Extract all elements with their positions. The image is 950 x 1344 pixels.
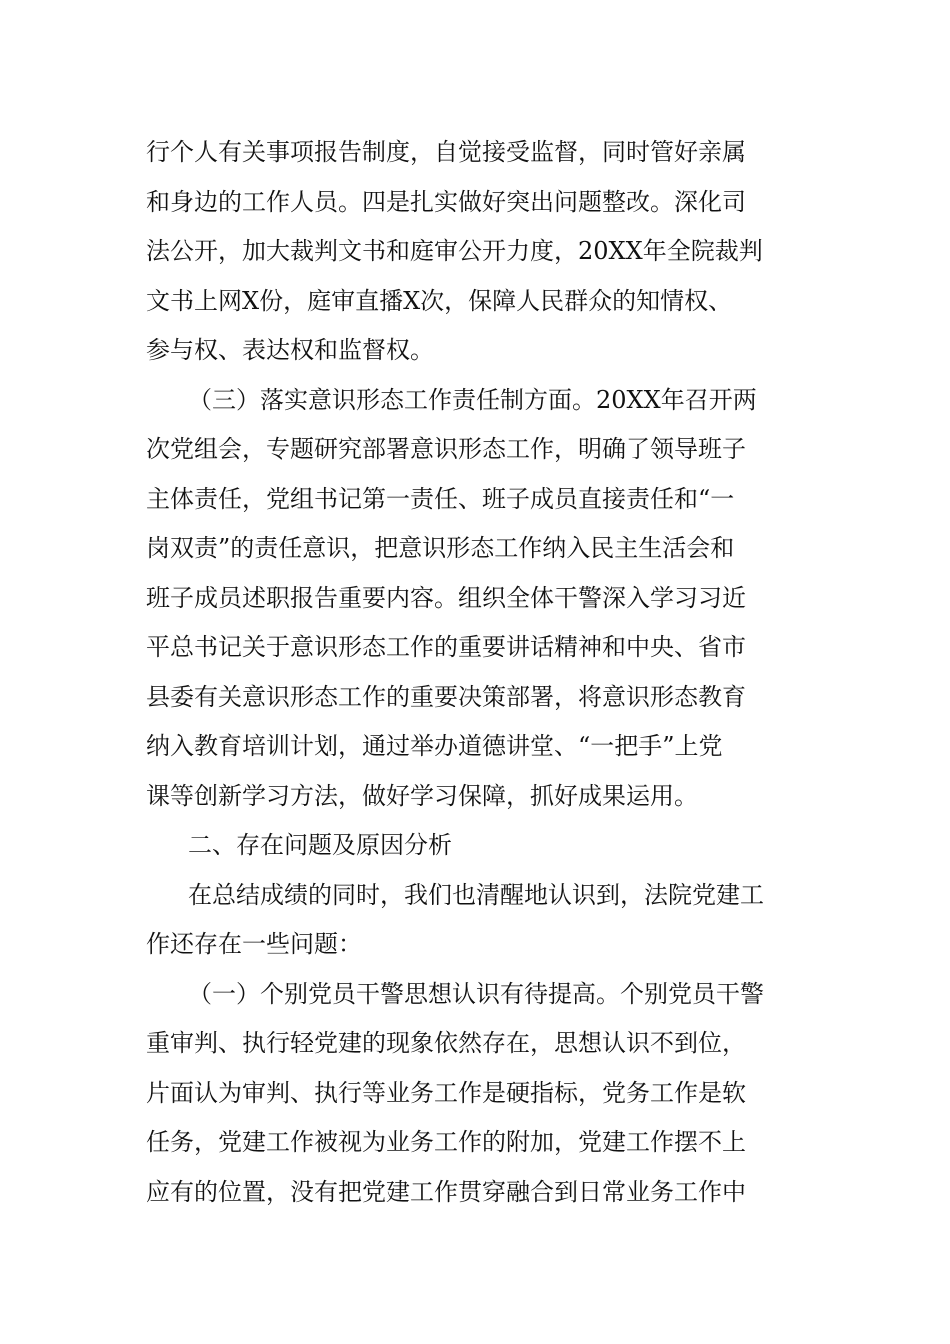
paragraph-line: 任务，党建工作被视为业务工作的附加，党建工作摆不上: [146, 1128, 746, 1156]
section-heading: 二、存在问题及原因分析: [188, 831, 452, 859]
paragraph-line: 法公开，加大裁判文书和庭审公开力度，20XX年全院裁判: [146, 237, 763, 265]
paragraph-line: 县委有关意识形态工作的重要决策部署，将意识形态教育: [146, 683, 746, 711]
paragraph-line: 班子成员述职报告重要内容。组织全体干警深入学习习近: [146, 584, 746, 612]
paragraph-line: 重审判、执行轻党建的现象依然存在，思想认识不到位，: [146, 1029, 746, 1057]
paragraph-line: 次党组会，专题研究部署意识形态工作，明确了领导班子: [146, 435, 746, 463]
paragraph-line: 行个人有关事项报告制度，自觉接受监督，同时管好亲属: [146, 138, 746, 166]
paragraph-line: 作还存在一些问题：: [146, 930, 362, 958]
paragraph-line: 平总书记关于意识形态工作的重要讲话精神和中央、省市: [146, 633, 746, 661]
paragraph-line: 课等创新学习方法，做好学习保障，抓好成果运用。: [146, 782, 698, 810]
paragraph-line: （一）个别党员干警思想认识有待提高。个别党员干警: [188, 980, 764, 1008]
paragraph-line: 岗双责”的责任意识，把意识形态工作纳入民主生活会和: [146, 534, 735, 562]
paragraph-line: 片面认为审判、执行等业务工作是硬指标，党务工作是软: [146, 1079, 746, 1107]
paragraph-line: （三）落实意识形态工作责任制方面。20XX年召开两: [188, 386, 757, 414]
paragraph-line: 主体责任，党组书记第一责任、班子成员直接责任和“一: [146, 485, 735, 513]
paragraph-line: 和身边的工作人员。四是扎实做好突出问题整改。深化司: [146, 188, 746, 216]
paragraph-line: 在总结成绩的同时，我们也清醒地认识到，法院党建工: [188, 881, 764, 909]
paragraph-line: 文书上网X份，庭审直播X次，保障人民群众的知情权、: [146, 287, 733, 315]
paragraph-line: 参与权、表达权和监督权。: [146, 336, 434, 364]
paragraph-line: 应有的位置，没有把党建工作贯穿融合到日常业务工作中: [146, 1178, 746, 1206]
paragraph-line: 纳入教育培训计划，通过举办道德讲堂、“一把手”上党: [146, 732, 723, 760]
